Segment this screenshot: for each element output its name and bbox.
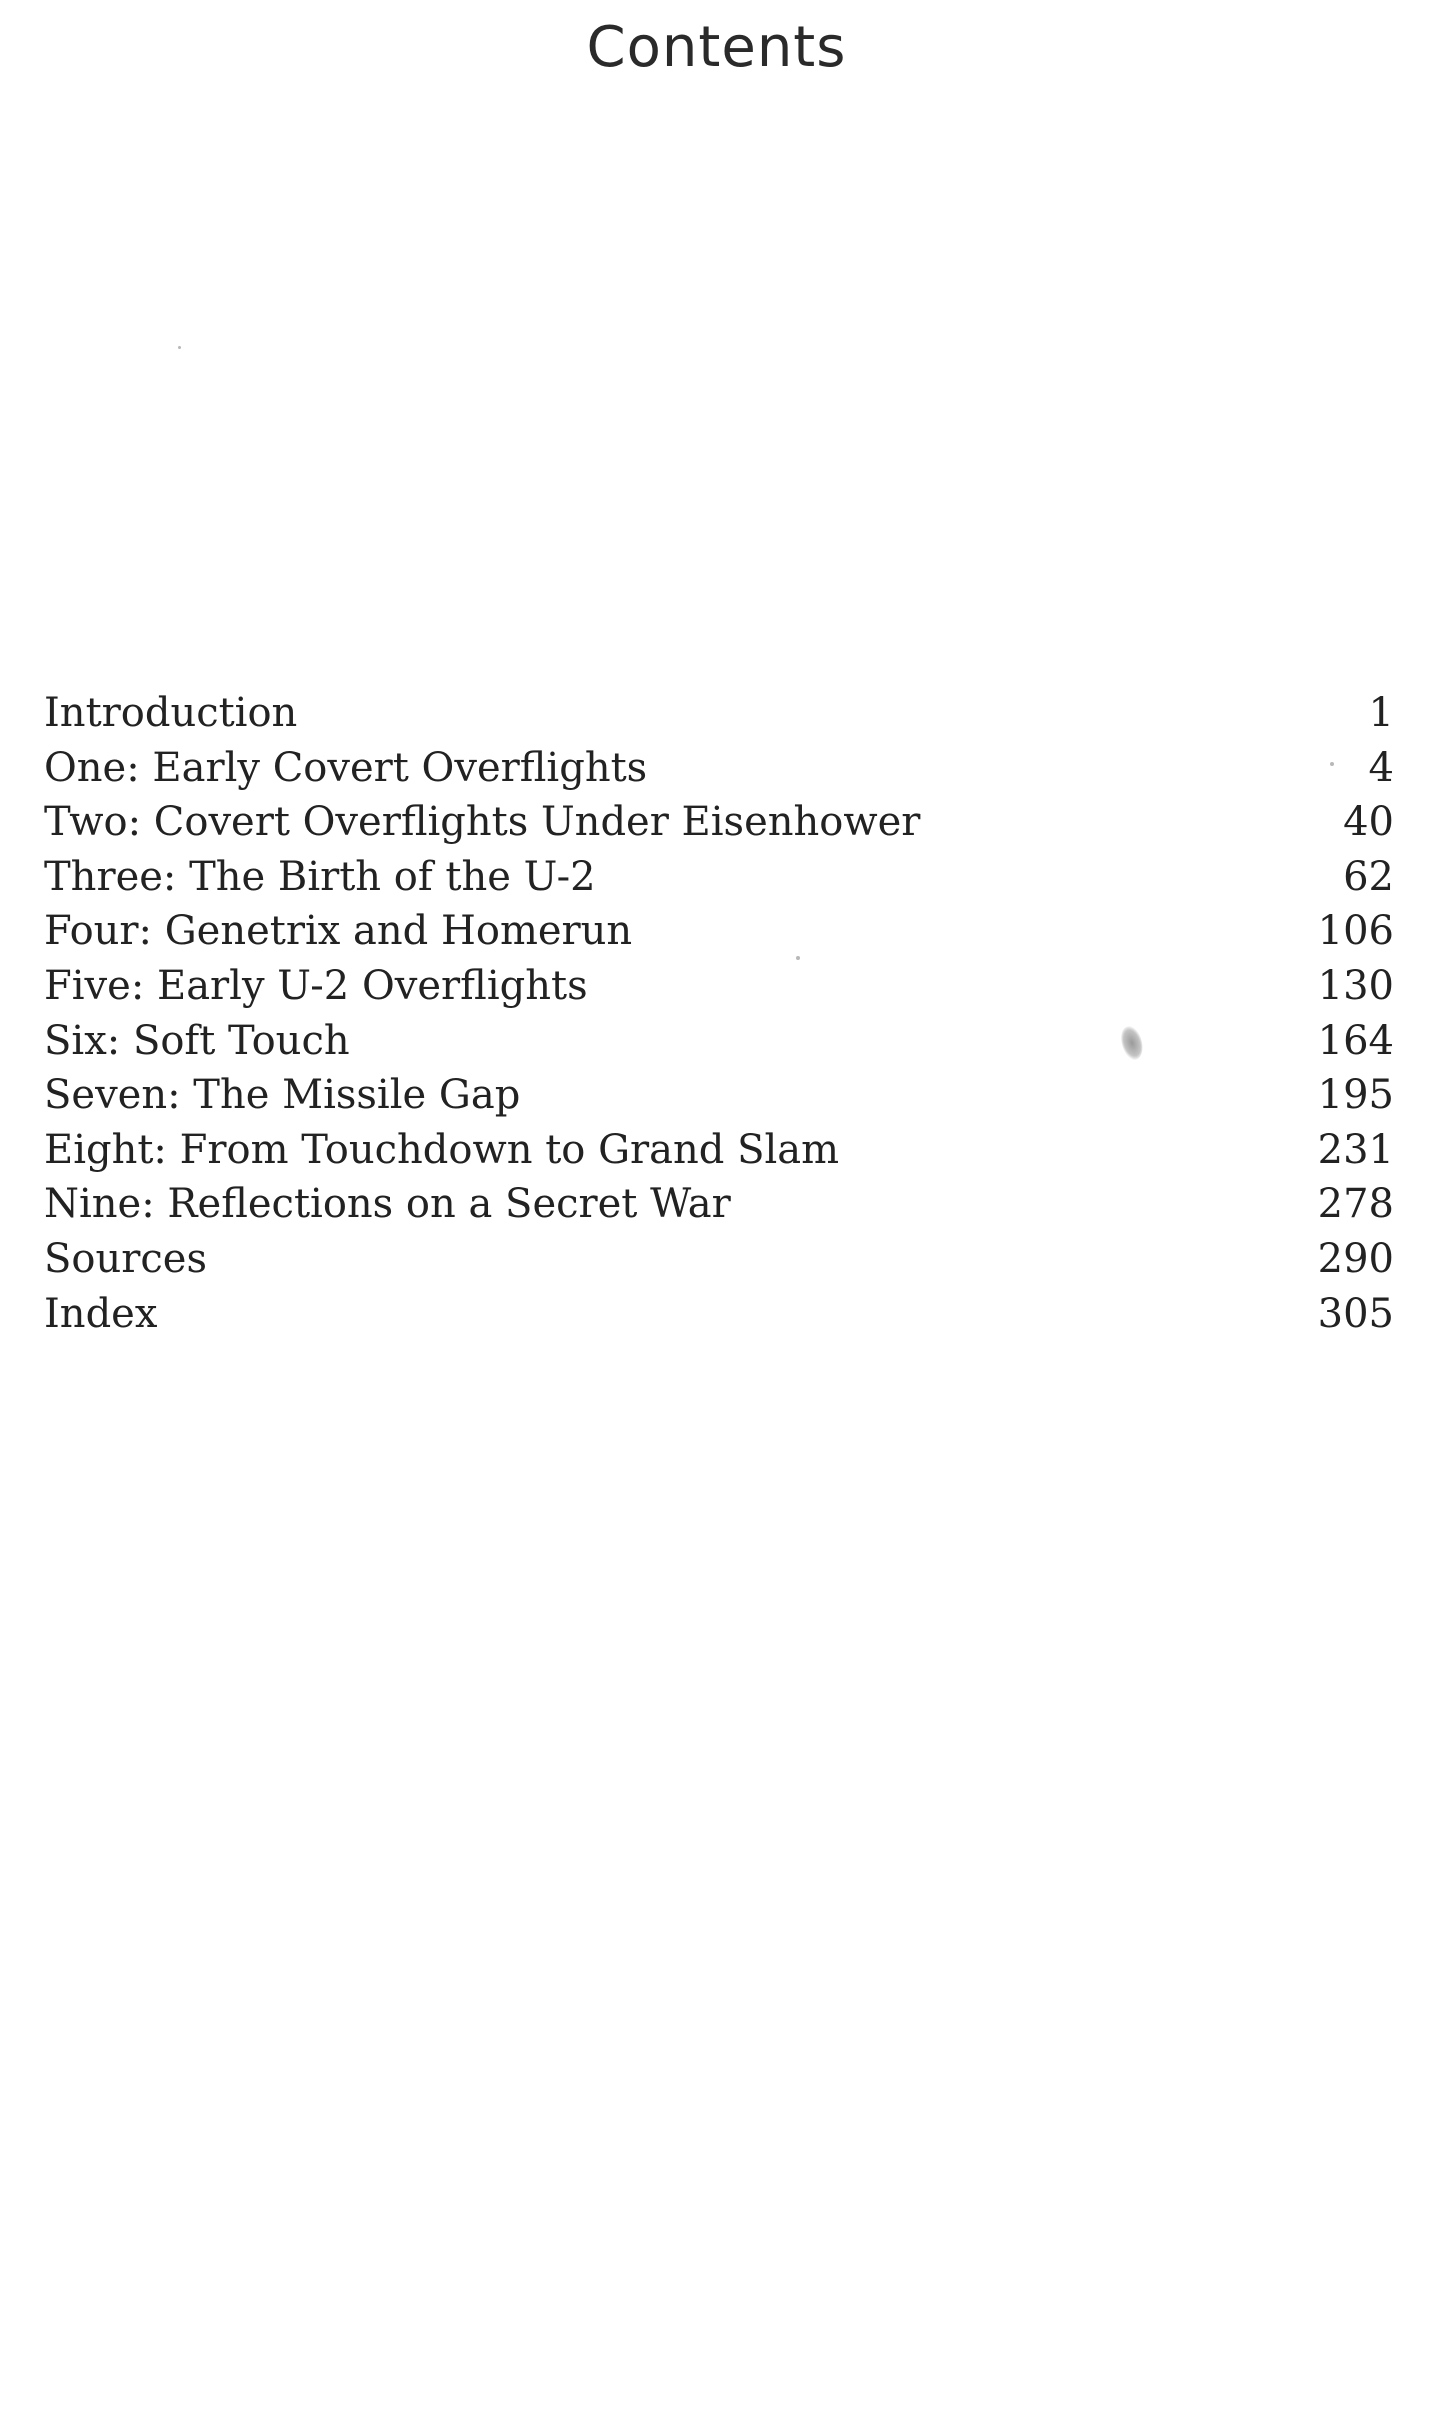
toc-entry-index[interactable] — [44, 1287, 1394, 1342]
toc-entry-page: 106 — [1317, 908, 1394, 955]
toc-entry-title: Six: Soft Touch — [44, 1017, 350, 1064]
toc-entry-page: 130 — [1317, 962, 1394, 1009]
toc-entry-page: 305 — [1317, 1290, 1394, 1337]
page-title: Contents — [586, 15, 847, 80]
toc-entry-title: Four: Genetrix and Homerun — [44, 908, 633, 955]
toc-entry-title: Five: Early U-2 Overflights — [44, 962, 588, 1009]
scan-speck — [178, 346, 181, 349]
toc-entry-page: 1 — [1368, 690, 1394, 736]
table-of-contents — [44, 686, 1394, 1341]
toc-entry-chapter-three[interactable] — [44, 850, 1394, 905]
toc-entry-chapter-four[interactable] — [44, 904, 1394, 959]
toc-entry-chapter-six[interactable] — [44, 1014, 1394, 1069]
toc-entry-introduction[interactable] — [44, 686, 1394, 741]
toc-entry-title: Two: Covert Overflights Under Eisenhower — [44, 799, 921, 846]
scan-speck — [796, 956, 800, 960]
toc-entry-title: Index — [44, 1290, 158, 1337]
toc-entry-title: Introduction — [44, 690, 298, 736]
toc-entry-title: One: Early Covert Overflights — [44, 744, 648, 791]
toc-entry-page: 195 — [1317, 1072, 1394, 1119]
toc-entry-title: Three: The Birth of the U-2 — [44, 853, 596, 900]
toc-entry-title: Eight: From Touchdown to Grand Slam — [44, 1126, 840, 1173]
toc-entry-page: 62 — [1343, 853, 1394, 900]
toc-entry-sources[interactable] — [44, 1232, 1394, 1287]
toc-entry-page: 4 — [1368, 744, 1394, 791]
toc-entry-chapter-eight[interactable] — [44, 1123, 1394, 1178]
toc-entry-title: Sources — [44, 1235, 207, 1282]
toc-entry-page: 278 — [1317, 1181, 1394, 1228]
toc-entry-title: Seven: The Missile Gap — [44, 1072, 521, 1119]
toc-entry-chapter-two[interactable] — [44, 795, 1394, 850]
toc-entry-chapter-one[interactable] — [44, 741, 1394, 796]
toc-entry-page: 40 — [1343, 799, 1394, 846]
toc-entry-page: 164 — [1317, 1017, 1394, 1064]
toc-entry-chapter-nine[interactable] — [44, 1177, 1394, 1232]
toc-entry-chapter-five[interactable] — [44, 959, 1394, 1014]
scan-speck — [1330, 762, 1334, 766]
toc-entry-chapter-seven[interactable] — [44, 1068, 1394, 1123]
toc-entry-page: 290 — [1317, 1235, 1394, 1282]
toc-entry-page: 231 — [1317, 1126, 1394, 1173]
toc-entry-title: Nine: Reflections on a Secret War — [44, 1181, 731, 1228]
